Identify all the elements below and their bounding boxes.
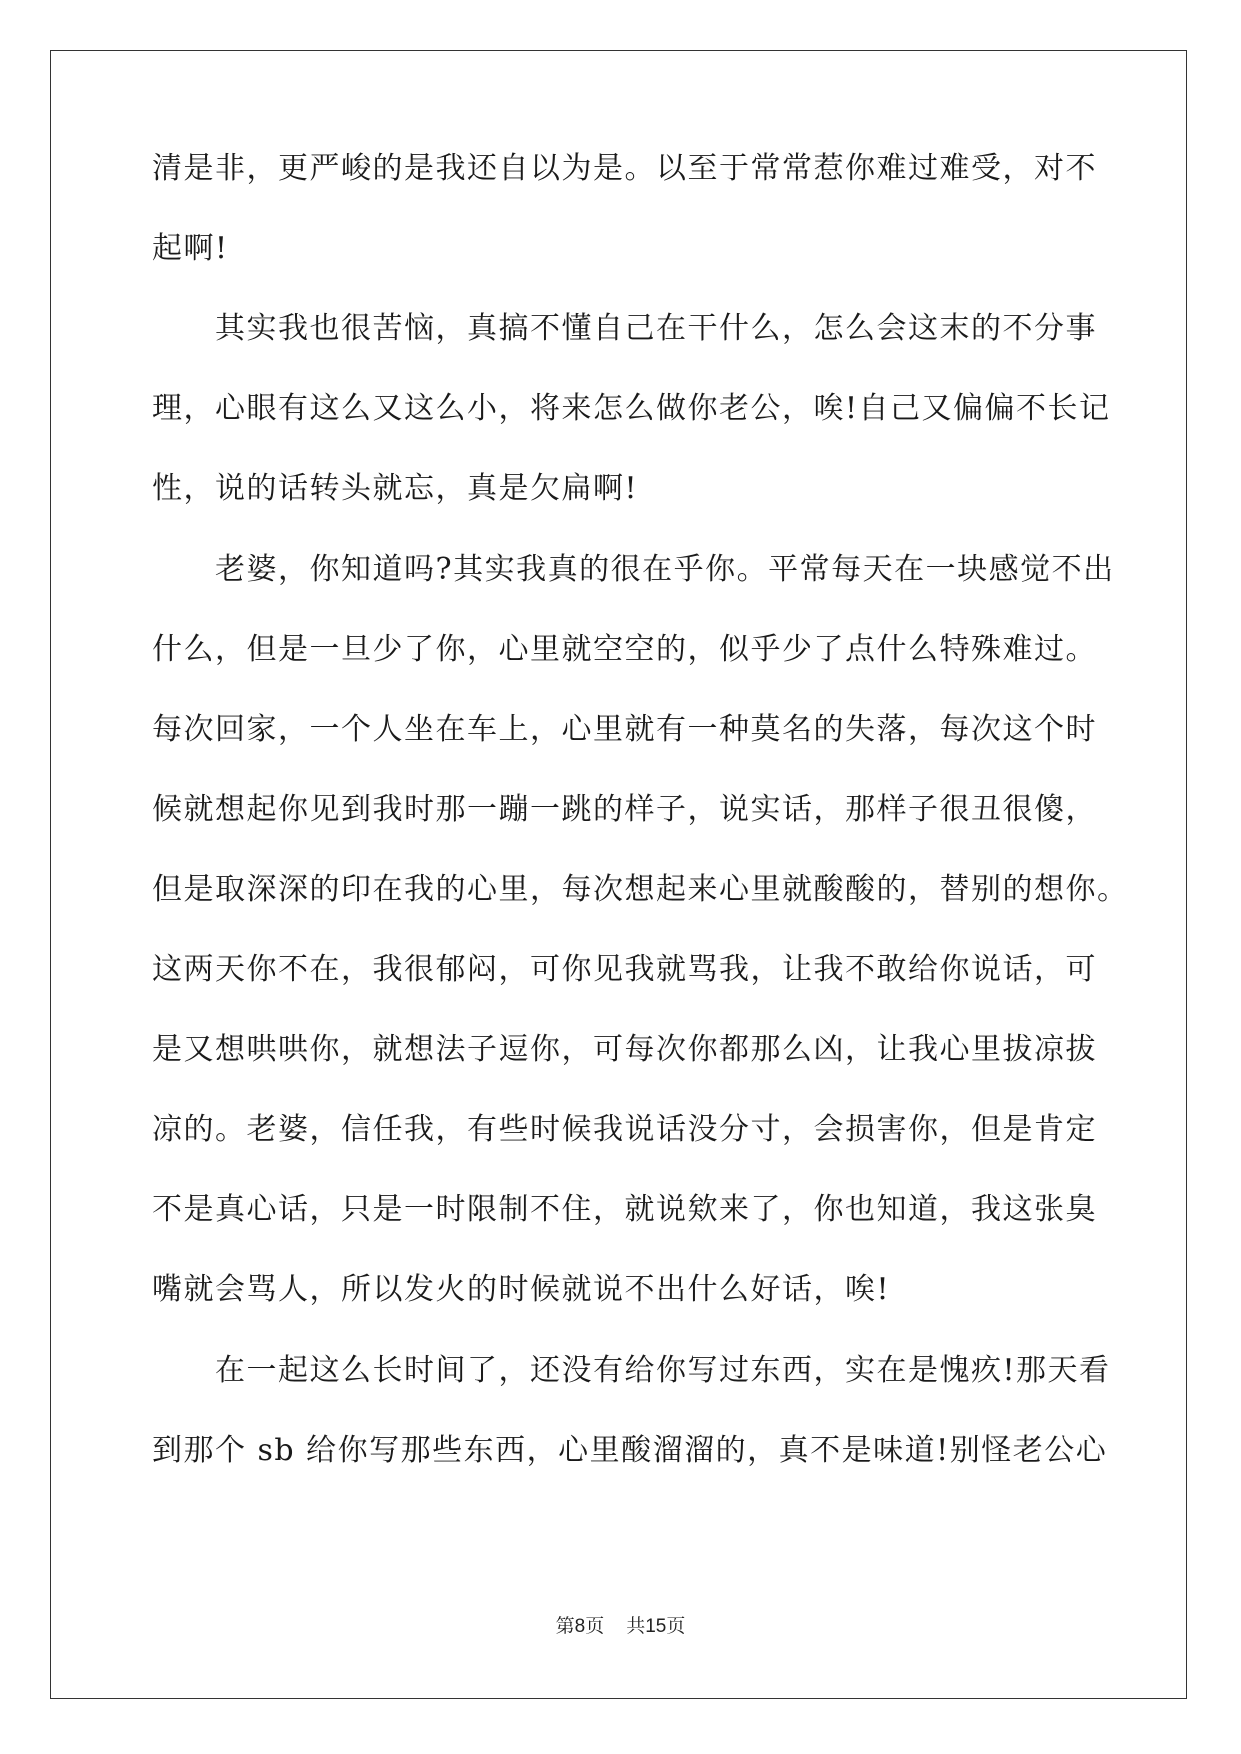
text-line: 性，说的话转头就忘，真是欠扁啊! [152,471,639,506]
paragraph-first-line: 老婆，你知道吗?其实我真的很在乎你。平常每天在一块感觉不出 [215,552,1115,587]
page-suffix: 页 [585,1615,605,1637]
text-line: 到那个 sb 给你写那些东西，心里酸溜溜的，真不是味道!别怪老公心 [152,1433,1108,1468]
text-line: 理，心眼有这么又这么小，将来怎么做你老公，唉!自己又偏偏不长记 [152,391,1111,426]
text-line: 不是真心话，只是一时限制不住，就说欸来了，你也知道，我这张臭 [152,1192,1097,1227]
page-footer [0,1614,1241,1639]
paragraph-first-line: 其实我也很苦恼，真搞不懂自己在干什么，怎么会这末的不分事 [215,311,1097,346]
text-line: 起啊! [152,231,229,266]
page-prefix: 第 [555,1615,575,1637]
total-suffix: 页 [666,1615,686,1637]
page-number: 8 [574,1616,586,1637]
text-line: 是又想哄哄你，就想法子逗你，可每次你都那么凶，让我心里拔凉拔 [152,1032,1097,1067]
text-line: 什么，但是一旦少了你，心里就空空的，似乎少了点什么特殊难过。 [152,632,1097,667]
text-line: 但是取深深的印在我的心里，每次想起来心里就酸酸的，替别的想你。 [152,872,1129,907]
text-line: 清是非，更严峻的是我还自以为是。以至于常常惹你难过难受，对不 [152,151,1097,186]
paragraph-first-line: 在一起这么长时间了，还没有给你写过东西，实在是愧疚!那天看 [215,1353,1111,1388]
total-prefix: 共 [626,1615,646,1637]
text-line: 凉的。老婆，信任我，有些时候我说话没分寸，会损害你，但是肯定 [152,1112,1097,1147]
text-line: 嘴就会骂人，所以发火的时候就说不出什么好话，唉! [152,1272,891,1307]
text-line: 每次回家，一个人坐在车上，心里就有一种莫名的失落，每次这个时 [152,712,1097,747]
text-line: 这两天你不在，我很郁闷，可你见我就骂我，让我不敢给你说话，可 [152,952,1097,987]
text-line: 候就想起你见到我时那一蹦一跳的样子，说实话，那样子很丑很傻， [152,792,1097,827]
total-pages: 15 [645,1616,667,1637]
